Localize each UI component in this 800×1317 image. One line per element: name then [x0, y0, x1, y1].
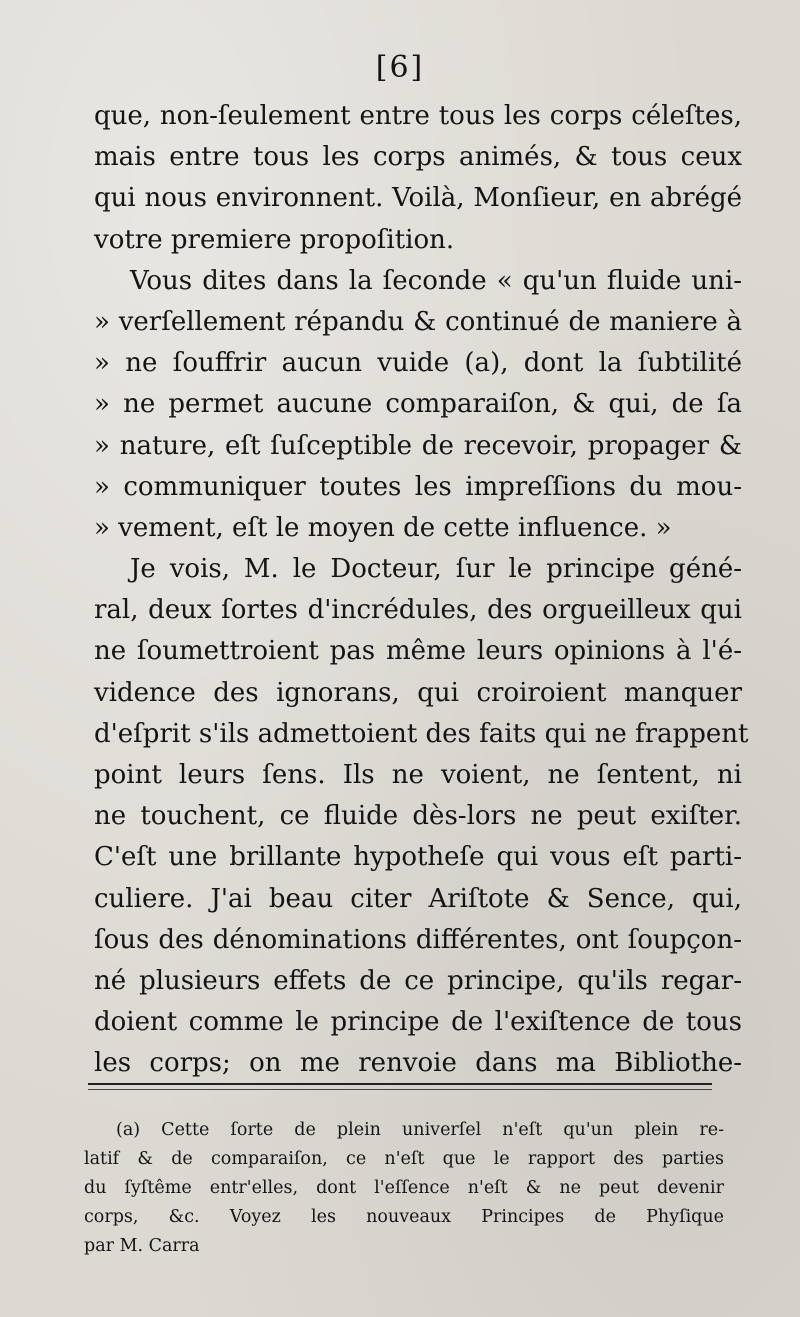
- text-line: né plusieurs effets de ce principe, qu'ils regar-: [94, 965, 742, 996]
- footnote-line: latif & de comparaiſon, ce n'eſt que le rapport des parties: [84, 1149, 724, 1169]
- text-line: doient comme le principe de l'exiſtence de tous: [94, 1007, 742, 1038]
- text-line: mais entre tous les corps animés, & tous ceux: [94, 142, 742, 173]
- footnote-separator-thick: [88, 1083, 712, 1085]
- footnote-separator-thin: [88, 1089, 712, 1090]
- text-line: ne touchent, ce fluide dès-lors ne peut exiſter.: [94, 801, 742, 832]
- footnote-line: corps, &c. Voyez les nouveaux Principes de Phyſique: [84, 1207, 724, 1227]
- text-line: les corps; on me renvoie dans ma Bibliothe-: [94, 1048, 742, 1079]
- footnote-line: (a) Cette ſorte de plein univerſel n'eſt qu'un plein re-: [116, 1120, 724, 1140]
- text-line: que, non-ſeulement entre tous les corps céleſtes,: [94, 101, 742, 131]
- text-line: ne ſoumettroient pas même leurs opinions à l'é-: [94, 636, 742, 667]
- text-line: qui nous environnent. Voilà, Monſieur, en abrégé: [94, 183, 742, 214]
- text-line: ſous des dénominations différentes, ont ſoupçon-: [94, 924, 742, 955]
- text-line: » ne permet aucune comparaiſon, & qui, de ſa: [94, 389, 742, 420]
- text-line: culiere. J'ai beau citer Ariſtote & Sence, qui,: [94, 883, 742, 914]
- text-line: vidence des ignorans, qui croiroient manquer: [94, 677, 742, 708]
- text-line: Vous dites dans la ſeconde « qu'un fluide uni-: [130, 265, 742, 296]
- text-line: votre premiere propoſition.: [94, 224, 455, 255]
- text-line: point leurs ſens. Ils ne voient, ne ſentent, ni: [94, 760, 742, 790]
- footnote: [84, 1116, 724, 1261]
- page-number: [6]: [375, 50, 425, 85]
- text-line: » communiquer toutes les impreſſions du mou-: [94, 471, 742, 502]
- text-line: » ne ſouffrir aucun vuide (a), dont la ſubtilité: [94, 348, 742, 379]
- text-line: » verſellement répandu & continué de maniere à: [94, 306, 742, 337]
- text-line: d'eſprit s'ils admettoient des faits qui ne frappent: [94, 718, 749, 749]
- text-line: Je vois, M. le Docteur, ſur le principe géné-: [130, 554, 742, 585]
- text-line: » nature, eſt ſuſceptible de recevoir, propager &: [94, 430, 742, 461]
- text-line: ral, deux ſortes d'incrédules, des orgueilleux qui: [94, 595, 742, 626]
- body-text: [94, 96, 749, 1085]
- footnote-line: du ſyſtême entr'elles, dont l'eſſence n'eſt & ne peut devenir: [84, 1178, 724, 1198]
- text-line: C'eſt une brillante hypotheſe qui vous eſt parti-: [94, 842, 742, 873]
- text-line: » vement, eſt le moyen de cette influence. »: [94, 512, 672, 543]
- footnote-line: par M. Carra: [84, 1236, 200, 1256]
